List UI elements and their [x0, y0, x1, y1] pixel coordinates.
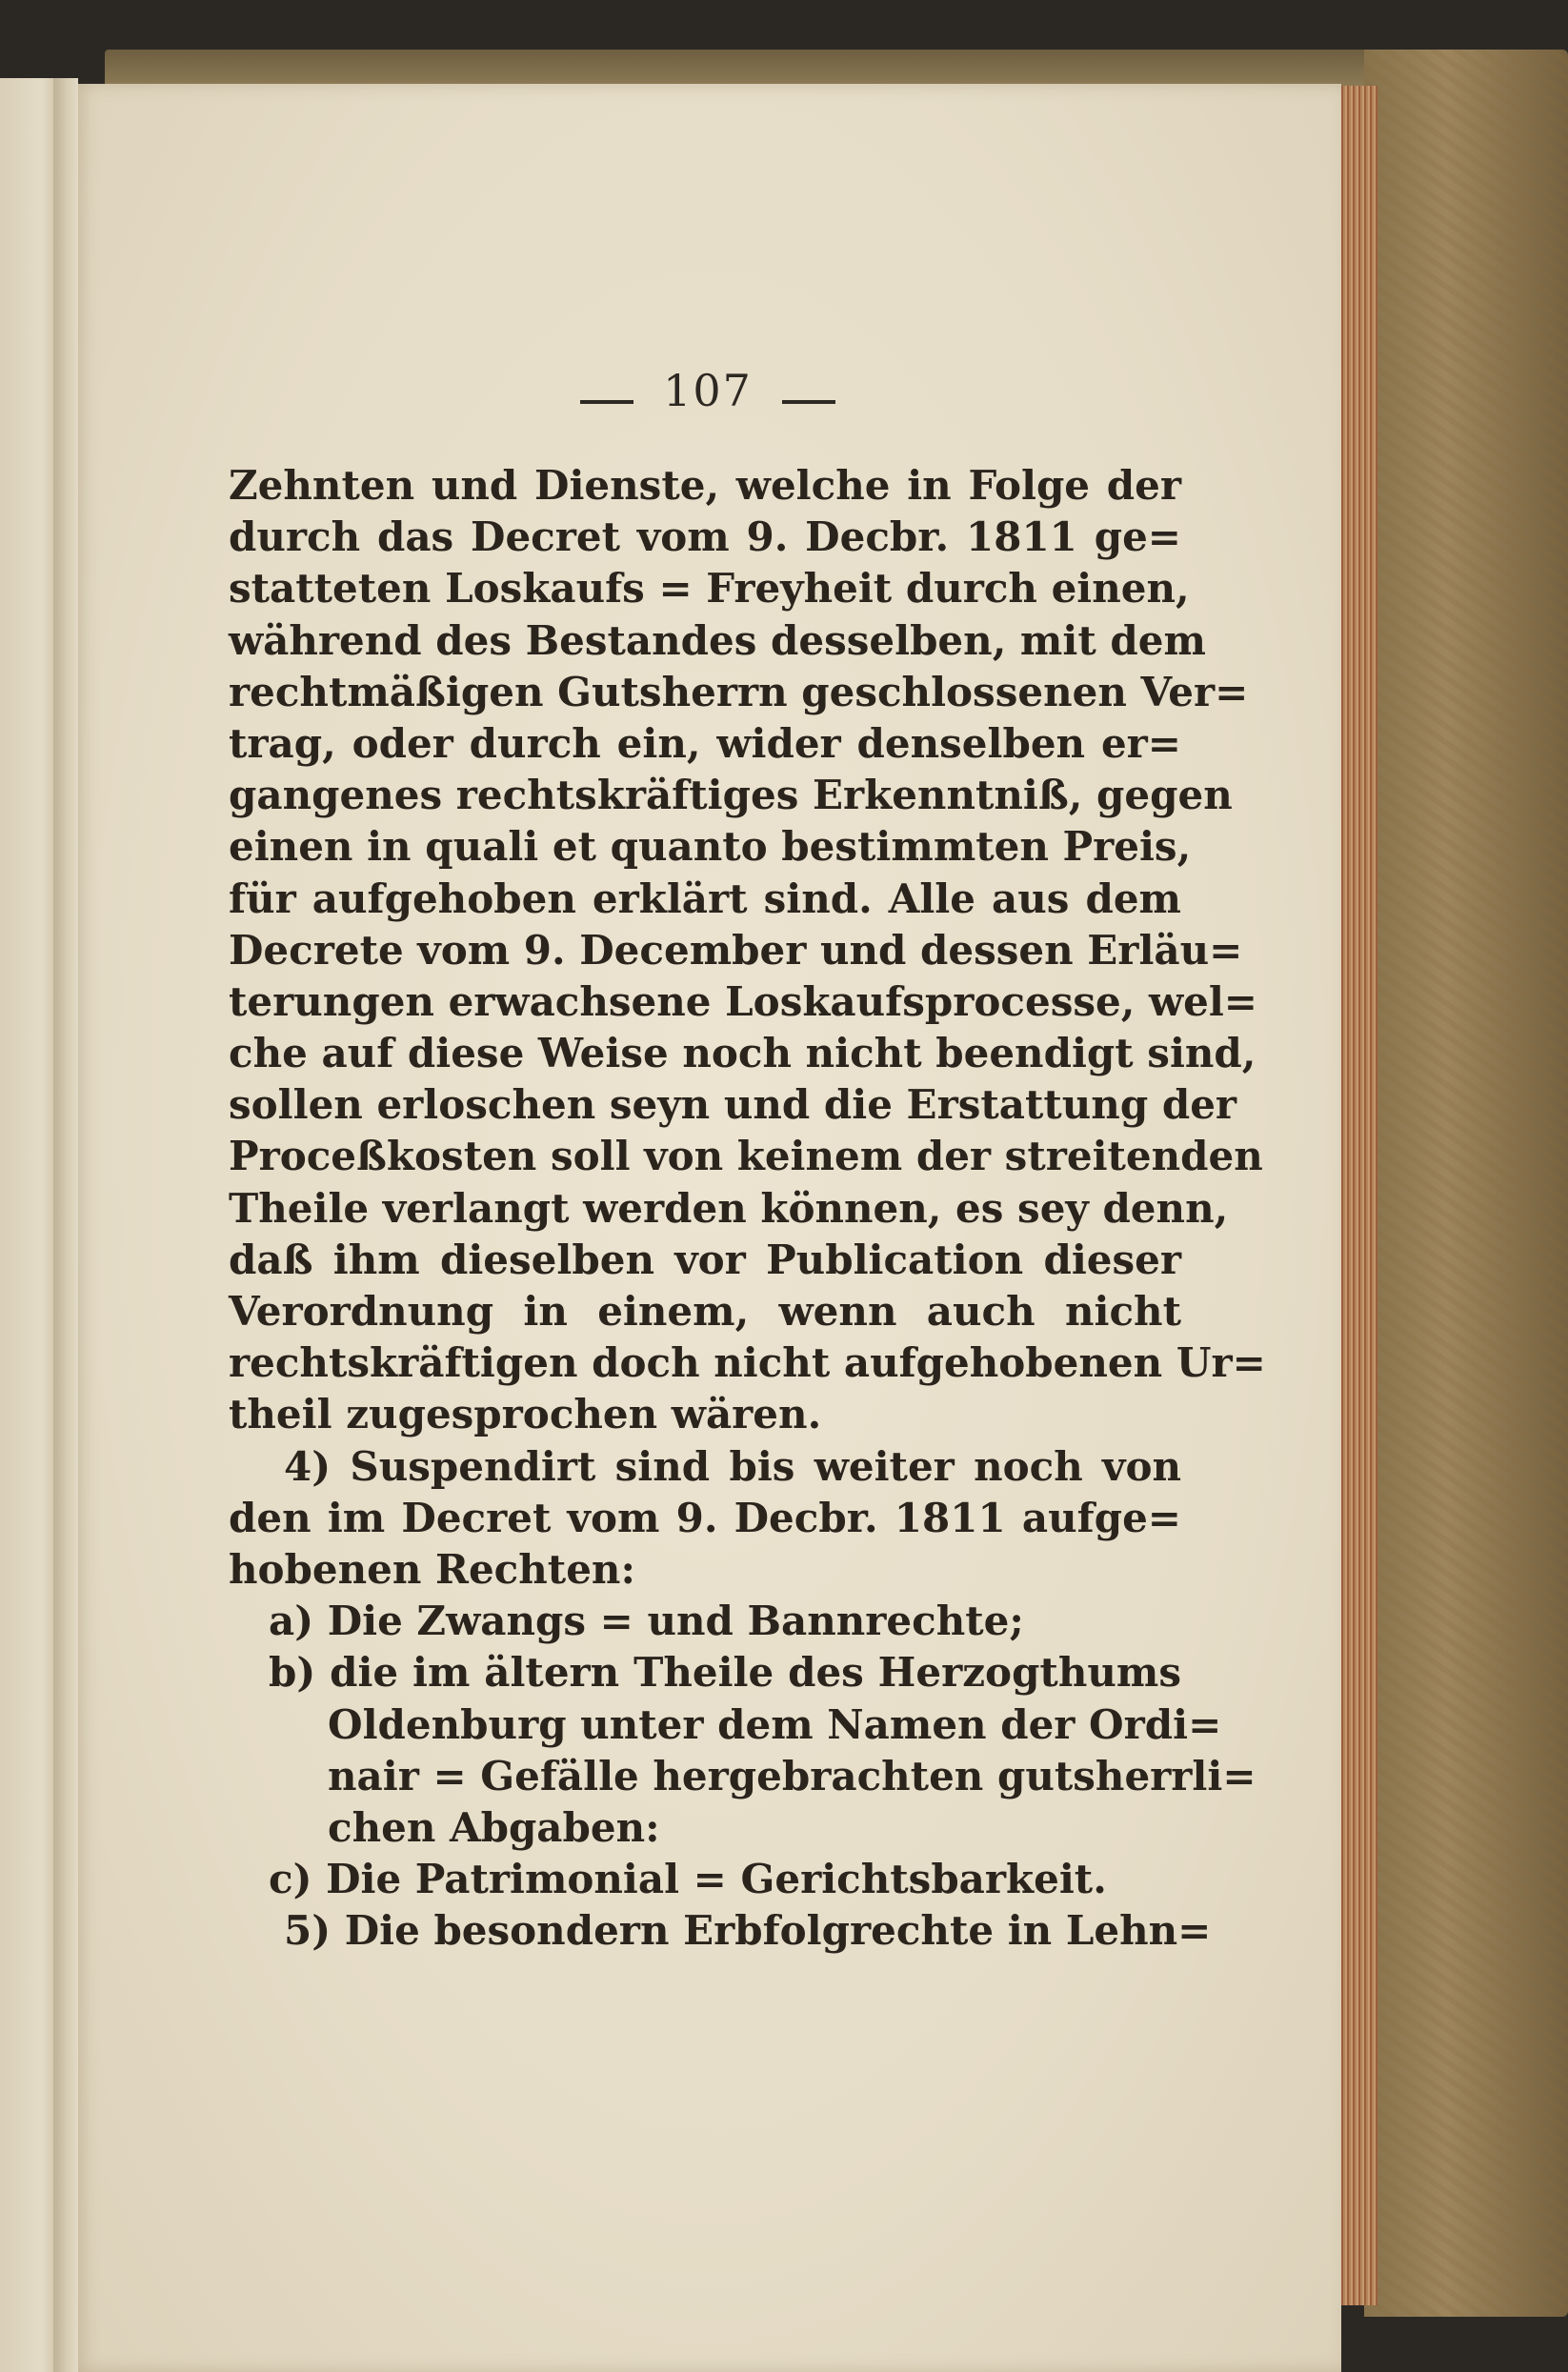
marbled-cover-edge	[1364, 50, 1568, 2317]
text-line: Verordnung in einem, wenn auch nicht	[229, 1288, 1181, 1335]
text-line: nair = Gefälle hergebrachten gutsherrli=	[328, 1752, 1256, 1799]
previous-page-edge	[0, 78, 59, 2372]
text-line: für aufgehoben erklärt sind. Alle aus dem	[229, 874, 1181, 922]
text-line: sollen erloschen seyn und die Erstattung der	[229, 1081, 1237, 1129]
body-text	[229, 460, 1266, 1957]
text-line: hobenen Rechten:	[229, 1545, 635, 1593]
text-line: Oldenburg unter dem Namen der Ordi=	[328, 1700, 1222, 1748]
text-line: che auf diese Weise noch nicht beendigt sind,	[229, 1030, 1256, 1077]
text-line: chen Abgaben:	[328, 1803, 660, 1851]
text-line: trag, oder durch ein, wider denselben er=	[229, 719, 1181, 767]
text-line: den im Decret vom 9. Decbr. 1811 aufge=	[229, 1494, 1181, 1541]
page-number: 107	[663, 365, 753, 416]
text-line: während des Bestandes desselben, mit dem	[229, 616, 1206, 664]
text-line: durch das Decret vom 9. Decbr. 1811 ge=	[229, 513, 1181, 561]
text-line: c) Die Patrimonial = Gerichtsbarkeit.	[269, 1856, 1107, 1903]
text-line: Zehnten und Dienste, welche in Folge der	[229, 462, 1181, 509]
text-line: b) die im ältern Theile des Herzogthums	[269, 1649, 1181, 1697]
text-line: 4) Suspendirt sind bis weiter noch von	[284, 1442, 1181, 1490]
header-dash-left	[580, 400, 633, 404]
text-line: einen in quali et quanto bestimmten Preis,	[229, 823, 1192, 871]
text-line: theil zugesprochen wären.	[229, 1391, 822, 1438]
text-line: Theile verlangt werden können, es sey denn,	[229, 1184, 1229, 1232]
header-dash-right	[782, 400, 835, 404]
text-line: statteten Loskaufs = Freyheit durch einen,	[229, 565, 1190, 613]
text-line: daß ihm dieselben vor Publication dieser	[229, 1236, 1181, 1283]
text-line: gangenes rechtskräftiges Erkenntniß, gegen	[229, 772, 1233, 819]
text-line: terungen erwachsene Loskaufsprocesse, wel=	[229, 977, 1257, 1025]
book-page	[74, 84, 1341, 2372]
text-line: rechtmäßigen Gutsherrn geschlossenen Ver=	[229, 668, 1249, 715]
book-cover-top-edge	[105, 50, 1457, 88]
binding-gutter	[53, 78, 78, 2372]
text-line: 5) Die besondern Erbfolgrechte in Lehn=	[284, 1907, 1212, 1955]
text-line: rechtskräftigen doch nicht aufgehobenen Ur=	[229, 1339, 1266, 1387]
text-line: Decrete vom 9. December und dessen Erläu=	[229, 926, 1243, 974]
text-line: a) Die Zwangs = und Bannrechte;	[269, 1598, 1024, 1645]
text-line: Proceßkosten soll von keinem der streitenden	[229, 1133, 1263, 1180]
page-header	[74, 362, 1341, 419]
